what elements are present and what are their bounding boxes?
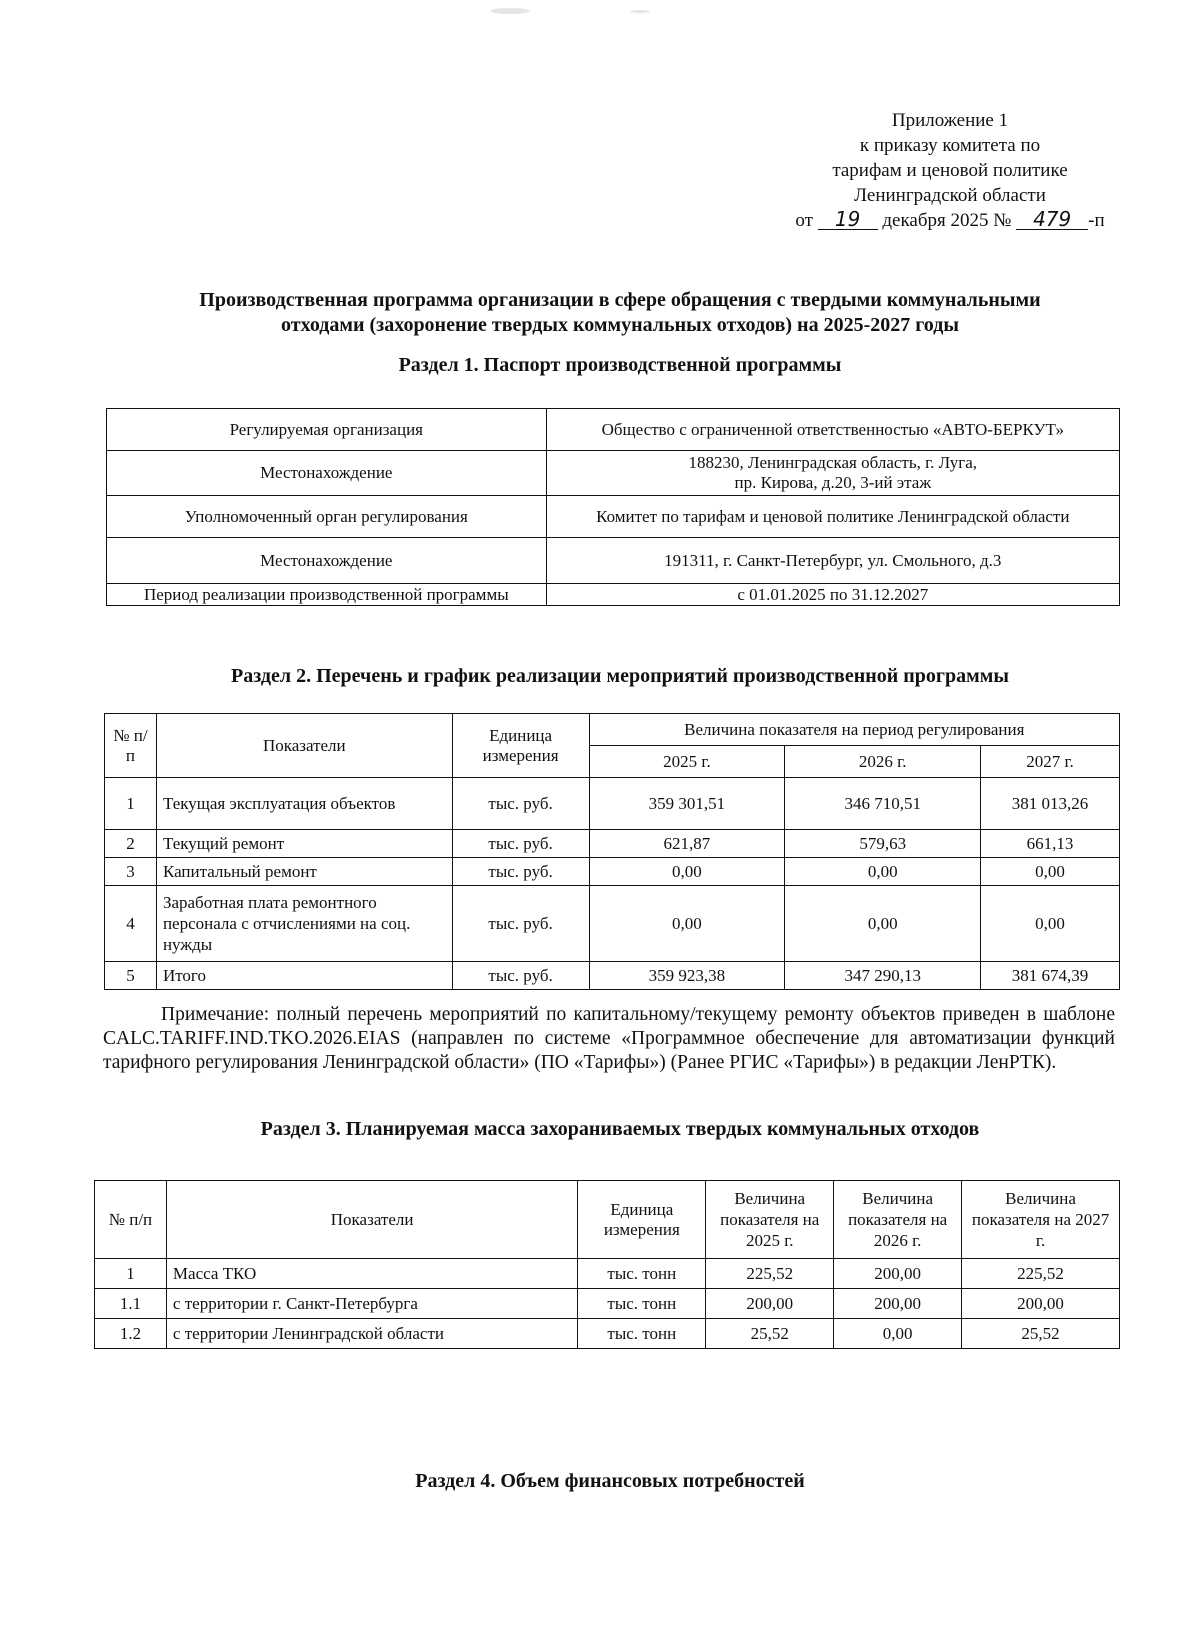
row-unit: тыс. руб. (452, 962, 589, 990)
value-2027: 381 013,26 (981, 778, 1120, 830)
appendix-line-4: Ленинградской области (854, 185, 1046, 206)
header-2027: Величина показателя на 2027 г. (962, 1181, 1120, 1259)
appendix-date-line (780, 208, 1120, 233)
waste-mass-table (94, 1180, 1120, 1349)
appendix-line-2: к приказу комитета по (859, 135, 1041, 156)
table-row (107, 451, 1120, 496)
table-row (95, 1319, 1120, 1349)
row-num: 1.2 (95, 1319, 167, 1349)
passport-label: Регулируемая организация (107, 409, 547, 451)
table-row (105, 778, 1120, 830)
date-prefix: от (795, 210, 813, 231)
note-text: Примечание: полный перечень мероприятий по капитальному/текущему ремонту объектов приведен в шаблоне CALC.TARIFF.IND.TKO.2026.EIAS (направлен по системе «Программное обеспечение для автоматизации функций тарифного регулирования Ленинградской области» (ПО «Тарифы») (Ранее РГИС «Тарифы») в редакции ЛенРТК). (103, 1004, 1115, 1073)
value-2026: 200,00 (834, 1289, 962, 1319)
passport-table (106, 408, 1120, 606)
value-2026: 0,00 (785, 886, 981, 962)
header-2026: Величина показателя на 2026 г. (834, 1181, 962, 1259)
appendix-line-3: тарифам и ценовой политике (832, 160, 1068, 181)
value-2027: 0,00 (981, 886, 1120, 962)
table-header-row (105, 714, 1120, 746)
table-row (107, 538, 1120, 584)
header-2025: 2025 г. (589, 746, 785, 778)
row-name: Текущая эксплуатация объектов (156, 778, 452, 830)
section-2-note (103, 1003, 1115, 1075)
order-suffix: -п (1088, 210, 1105, 231)
row-num: 5 (105, 962, 157, 990)
handwritten-day: 19 (818, 209, 878, 230)
table-row (105, 858, 1120, 886)
table-row (105, 886, 1120, 962)
row-unit: тыс. тонн (578, 1319, 706, 1349)
row-name: Заработная плата ремонтного персонала с отчислениями на соц. нужды (156, 886, 452, 962)
value-2027: 381 674,39 (981, 962, 1120, 990)
value-2027: 225,52 (962, 1259, 1120, 1289)
table-row (105, 830, 1120, 858)
section-4-heading: Раздел 4. Объем финансовых потребностей (415, 1470, 805, 1492)
row-name: с территории Ленинградской области (166, 1319, 577, 1349)
table-row (95, 1259, 1120, 1289)
row-name: Итого (156, 962, 452, 990)
header-num: № п/п (95, 1181, 167, 1259)
passport-value: с 01.01.2025 по 31.12.2027 (546, 584, 1119, 606)
header-2025: Величина показателя на 2025 г. (706, 1181, 834, 1259)
header-unit: Единица измерения (452, 714, 589, 778)
row-num: 3 (105, 858, 157, 886)
value-2025: 225,52 (706, 1259, 834, 1289)
title-line-1: Производственная программа организации в сфере обращения с твердыми коммунальными (199, 289, 1041, 311)
row-name: Масса ТКО (166, 1259, 577, 1289)
value-2025: 0,00 (589, 886, 785, 962)
passport-value (546, 451, 1119, 496)
value-2026: 579,63 (785, 830, 981, 858)
value-2025: 200,00 (706, 1289, 834, 1319)
table-row-total (105, 962, 1120, 990)
table-header-row (95, 1181, 1120, 1259)
passport-label: Местонахождение (107, 451, 547, 496)
value-2026: 346 710,51 (785, 778, 981, 830)
address-line-1: 188230, Ленинградская область, г. Луга, (688, 453, 978, 472)
row-unit: тыс. тонн (578, 1259, 706, 1289)
section-1-heading: Раздел 1. Паспорт производственной программы (398, 354, 842, 376)
section-3-heading: Раздел 3. Планируемая масса захораниваемых твердых коммунальных отходов (260, 1118, 980, 1140)
value-2026: 0,00 (785, 858, 981, 886)
row-name: Капитальный ремонт (156, 858, 452, 886)
value-2025: 621,87 (589, 830, 785, 858)
header-2027: 2027 г. (981, 746, 1120, 778)
row-num: 4 (105, 886, 157, 962)
header-indicator: Показатели (166, 1181, 577, 1259)
table-row (107, 496, 1120, 538)
appendix-header (780, 108, 1120, 233)
header-unit: Единица измерения (578, 1181, 706, 1259)
table-row (107, 409, 1120, 451)
passport-label: Уполномоченный орган регулирования (107, 496, 547, 538)
header-period: Величина показателя на период регулирования (589, 714, 1119, 746)
title-line-2: отходами (захоронение твердых коммунальных отходов) на 2025-2027 годы (281, 314, 959, 336)
scan-artifact (630, 10, 650, 13)
header-indicator: Показатели (156, 714, 452, 778)
value-2026: 200,00 (834, 1259, 962, 1289)
value-2027: 200,00 (962, 1289, 1120, 1319)
row-num: 2 (105, 830, 157, 858)
passport-label: Местонахождение (107, 538, 547, 584)
row-unit: тыс. руб. (452, 830, 589, 858)
value-2025: 359 301,51 (589, 778, 785, 830)
row-unit: тыс. руб. (452, 778, 589, 830)
value-2026: 0,00 (834, 1319, 962, 1349)
header-2026: 2026 г. (785, 746, 981, 778)
value-2026: 347 290,13 (785, 962, 981, 990)
passport-value: 191311, г. Санкт-Петербург, ул. Смольного, д.3 (546, 538, 1119, 584)
address-line-2: пр. Кирова, д.20, 3-ий этаж (734, 473, 932, 492)
scan-artifact (490, 8, 530, 14)
measures-table (104, 713, 1120, 990)
row-num: 1 (95, 1259, 167, 1289)
value-2025: 359 923,38 (589, 962, 785, 990)
passport-value: Комитет по тарифам и ценовой политике Ленинградской области (546, 496, 1119, 538)
month-year: декабря 2025 № (882, 210, 1012, 231)
handwritten-order-number: 479 (1016, 209, 1088, 230)
section-2-heading: Раздел 2. Перечень и график реализации мероприятий производственной программы (231, 665, 1009, 687)
row-unit: тыс. руб. (452, 886, 589, 962)
header-num: № п/п (105, 714, 157, 778)
passport-label: Период реализации производственной программы (107, 584, 547, 606)
row-num: 1.1 (95, 1289, 167, 1319)
value-2025: 0,00 (589, 858, 785, 886)
value-2027: 25,52 (962, 1319, 1120, 1349)
value-2027: 661,13 (981, 830, 1120, 858)
row-unit: тыс. руб. (452, 858, 589, 886)
row-name: Текущий ремонт (156, 830, 452, 858)
table-row (95, 1289, 1120, 1319)
row-unit: тыс. тонн (578, 1289, 706, 1319)
passport-value: Общество с ограниченной ответственностью «АВТО-БЕРКУТ» (546, 409, 1119, 451)
value-2025: 25,52 (706, 1319, 834, 1349)
appendix-line-1: Приложение 1 (891, 110, 1009, 131)
document-title (110, 288, 1130, 338)
row-num: 1 (105, 778, 157, 830)
value-2027: 0,00 (981, 858, 1120, 886)
table-row (107, 584, 1120, 606)
row-name: с территории г. Санкт-Петербурга (166, 1289, 577, 1319)
